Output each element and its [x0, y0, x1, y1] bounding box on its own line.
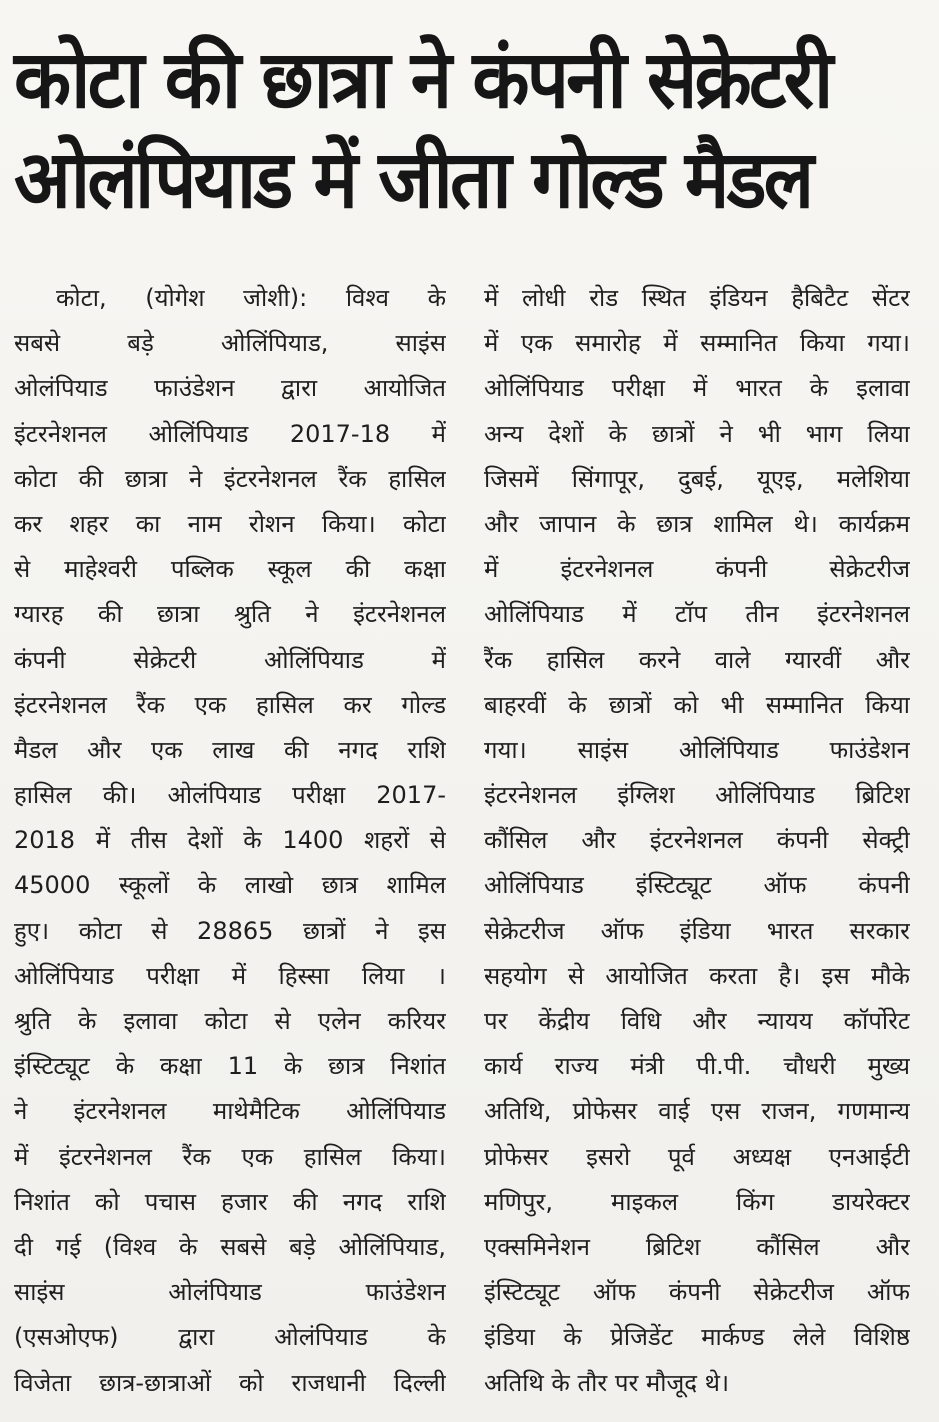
article-line: से माहेश्वरी पब्लिक स्कूल की कक्षा	[14, 555, 446, 584]
article-line: कौंसिल और इंटरनेशनल कंपनी सेक्ट्री	[484, 826, 910, 855]
article-line: अन्य देशों के छात्रों ने भी भाग लिया	[484, 419, 910, 448]
article-line: दी गई (विश्व के सबसे बड़े ओलिंपियाड,	[14, 1232, 446, 1261]
article-line: में इंटरनेशनल रैंक एक हासिल किया।	[14, 1142, 446, 1171]
article-line: 2018 में तीस देशों के 1400 शहरों से	[14, 826, 446, 855]
article-column-right	[484, 276, 910, 1406]
article-line: निशांत को पचास हजार की नगद राशि	[14, 1187, 446, 1216]
article-line: गया। साइंस ओलिंपियाड फाउंडेशन	[484, 735, 910, 764]
article-line: और जापान के छात्र शामिल थे। कार्यक्रम	[484, 509, 910, 538]
article-line: श्रुति के इलावा कोटा से एलेन करियर	[14, 1007, 446, 1035]
article-line: बाहरवीं के छात्रों को भी सम्मानित किया	[484, 690, 910, 719]
article-line: ओलिंपियाड में टॉप तीन इंटरनेशनल	[484, 600, 910, 629]
article-line: पर केंद्रीय विधि और न्यायय कॉर्पोरेट	[484, 1007, 910, 1035]
article-line: प्रोफेसर इसरो पूर्व अध्यक्ष एनआईटी	[484, 1142, 910, 1171]
article-line: मैडल और एक लाख की नगद राशि	[14, 735, 446, 764]
article-line: एक्समिनेशन ब्रिटिश कौंसिल और	[484, 1232, 910, 1261]
article-line: कंपनी सेक्रेटरी ओलिंपियाड में	[14, 645, 446, 674]
article-line: ओलंपियाड फाउंडेशन द्वारा आयोजित	[14, 374, 446, 403]
article-line: इंटरनेशनल ओलिंपियाड 2017-18 में	[14, 419, 446, 448]
article-line: में एक समारोह में सम्मानित किया गया।	[484, 329, 910, 358]
headline-line-2: ओलंपियाड में जीता गोल्ड मैडल	[14, 133, 812, 226]
article-line: मणिपुर, माइकल किंग डायरेक्टर	[484, 1187, 910, 1216]
article-line: ने इंटरनेशनल माथेमैटिक ओलिंपियाड	[14, 1097, 446, 1126]
headline-line-1: कोटा की छात्रा ने कंपनी सेक्रेटरी	[14, 33, 831, 126]
article-line: कार्य राज्य मंत्री पी.पी. चौधरी मुख्य	[484, 1052, 910, 1081]
article-line: जिसमें सिंगापूर, दुबई, यूएइ, मलेशिया	[484, 464, 910, 493]
article-line: सहयोग से आयोजित करता है। इस मौके	[484, 961, 910, 990]
article-line: इंटरनेशनल रैंक एक हासिल कर गोल्ड	[14, 690, 446, 719]
article-line: इंडिया के प्रेजिडेंट मार्कण्ड लेले विशिष्ठ	[484, 1323, 910, 1352]
article-line: विजेता छात्र-छात्राओं को राजधानी दिल्ली	[14, 1368, 446, 1397]
article-line: ओलिंपियाड इंस्टिट्यूट ऑफ कंपनी	[484, 871, 910, 900]
article-line: ओलिंपियाड परीक्षा में हिस्सा लिया ।	[14, 961, 446, 990]
article-line: में इंटरनेशनल कंपनी सेक्रेटरीज	[484, 555, 910, 584]
article-line: सेक्रेटरीज ऑफ इंडिया भारत सरकार	[484, 916, 910, 945]
article-line: हासिल की। ओलंपियाड परीक्षा 2017-	[14, 781, 446, 810]
article-line: इंस्टिट्यूट ऑफ कंपनी सेक्रेटरीज ऑफ	[484, 1278, 910, 1307]
article-line: इंटरनेशनल इंग्लिश ओलिंपियाड ब्रिटिश	[484, 781, 910, 810]
article-line: में लोधी रोड स्थित इंडियन हैबिटैट सेंटर	[484, 284, 910, 312]
article-line: ओलिंपियाड परीक्षा में भारत के इलावा	[484, 374, 910, 403]
article-line: रैंक हासिल करने वाले ग्यारवीं और	[484, 645, 910, 674]
headline	[14, 30, 924, 230]
article-line: कोटा की छात्रा ने इंटरनेशनल रैंक हासिल	[14, 464, 446, 493]
article-line: कर शहर का नाम रोशन किया। कोटा	[14, 509, 446, 538]
article-column-left	[14, 276, 446, 1406]
article-line: (एसओएफ) द्वारा ओलंपियाड के	[14, 1323, 446, 1352]
article-line: 45000 स्कूलों के लाखो छात्र शामिल	[14, 871, 446, 900]
article-line: हुए। कोटा से 28865 छात्रों ने इस	[14, 916, 446, 945]
article-line: सबसे बड़े ओलिंपियाड, साइंस	[14, 329, 446, 358]
article-line: साइंस ओलंपियाड फाउंडेशन	[14, 1278, 446, 1307]
article-line: इंस्टिट्यूट के कक्षा 11 के छात्र निशांत	[14, 1052, 446, 1081]
article-line: अतिथि के तौर पर मौजूद थे।	[484, 1368, 730, 1397]
article-line: कोटा, (योगेश जोशी): विश्व के	[56, 284, 446, 312]
article-line: ग्यारह की छात्रा श्रुति ने इंटरनेशनल	[14, 600, 446, 629]
article-line: अतिथि, प्रोफेसर वाई एस राजन, गणमान्य	[484, 1097, 910, 1126]
